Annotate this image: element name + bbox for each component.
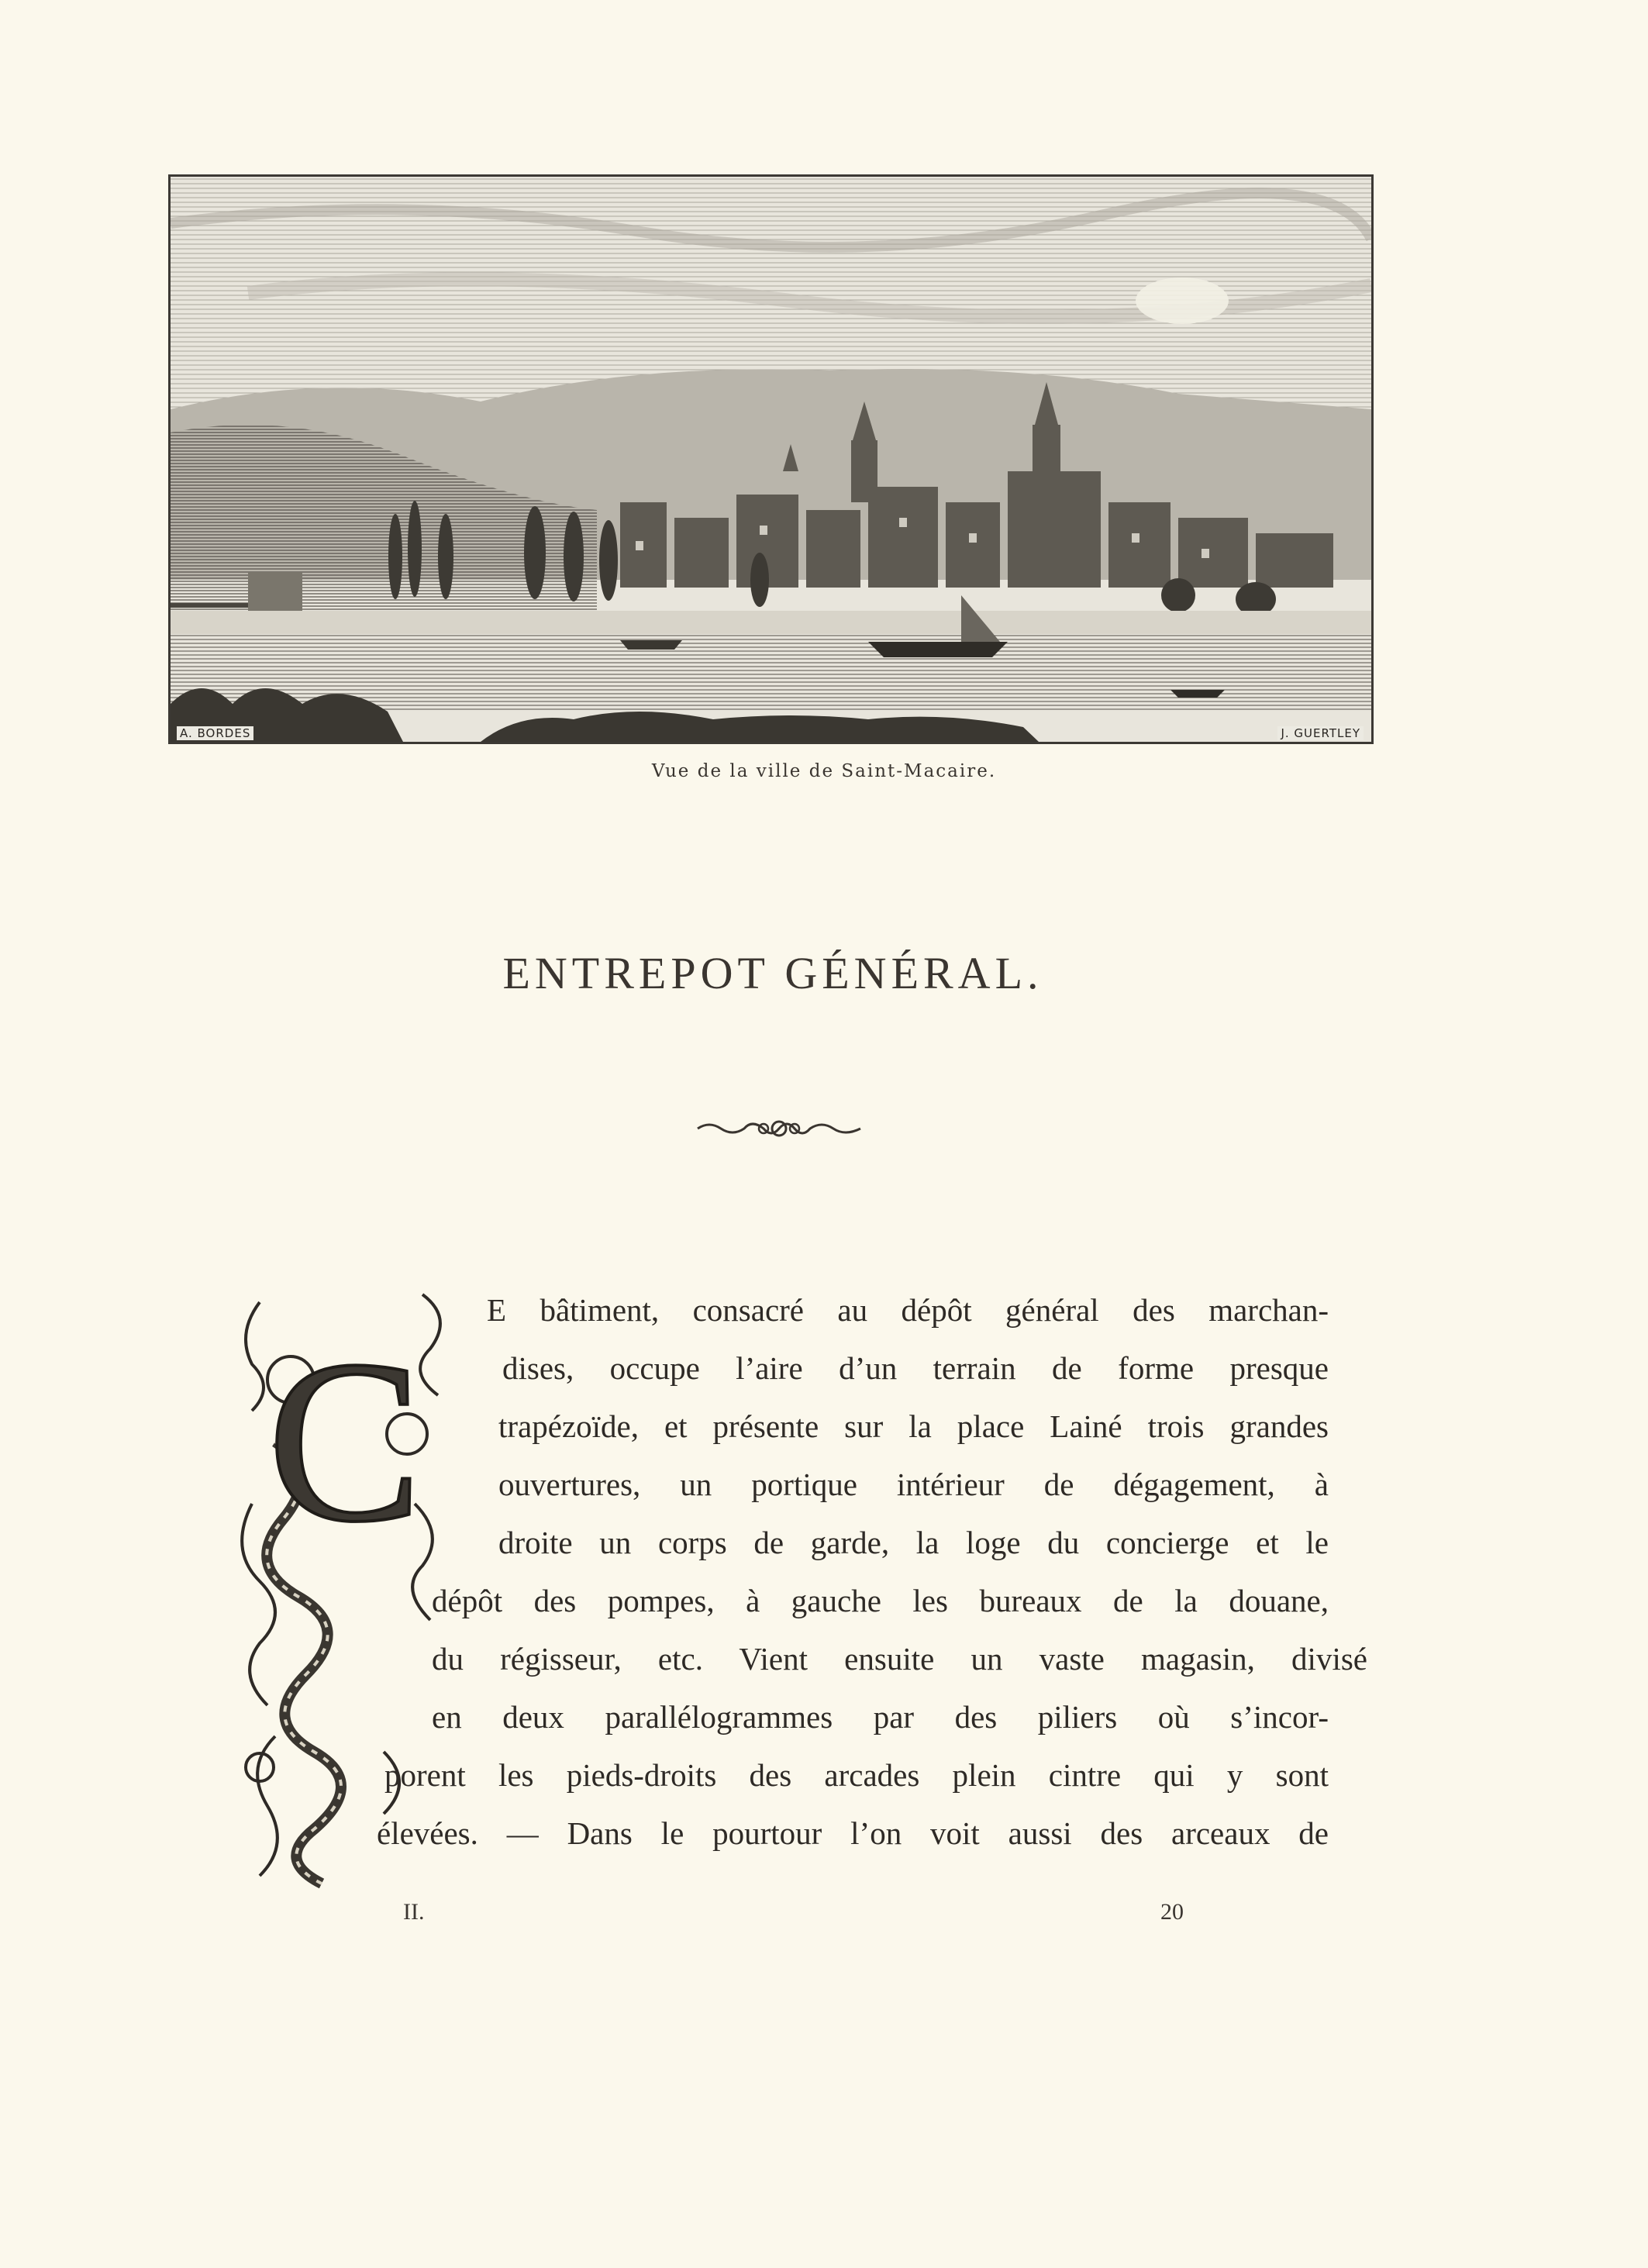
- paragraph-line: E bâtiment, consacré au dépôt général des marchan-: [487, 1292, 1329, 1328]
- paragraph-line: droite un corps de garde, la loge du concierge et le: [498, 1525, 1329, 1560]
- paragraph-line: élevées. — Dans le pourtour l’on voit aussi des arceaux de: [377, 1815, 1329, 1851]
- engraving-illustration: [168, 174, 1374, 744]
- decorative-flourish: [694, 1115, 864, 1143]
- signature-mark: 20: [1160, 1899, 1184, 1925]
- paragraph-line: porent les pieds-droits des arcades plein cintre qui y sont: [384, 1757, 1329, 1793]
- engraver-signature-left: A. BORDES: [177, 726, 253, 740]
- paragraph-line: en deux parallélogrammes par des piliers où s’incor-: [432, 1699, 1329, 1735]
- paragraph-line: ouvertures, un portique intérieur de dégagement, à: [498, 1467, 1329, 1502]
- paragraph-line: du régisseur, etc. Vient ensuite un vaste magasin, divisé: [432, 1641, 1367, 1677]
- engraving-scene: [171, 177, 1371, 742]
- paragraph-line: dises, occupe l’aire d’un terrain de forme presque: [502, 1350, 1329, 1386]
- decorative-initial: [229, 1271, 461, 1891]
- chapter-title: ENTREPOT GÉNÉRAL.: [502, 948, 1043, 998]
- engraving-caption: Vue de la ville de Saint-Macaire.: [651, 761, 997, 781]
- paragraph-line: trapézoïde, et présente sur la place Lainé trois grandes: [498, 1408, 1329, 1444]
- paragraph-line: dépôt des pompes, à gauche les bureaux de la douane,: [432, 1583, 1329, 1618]
- initial-letter: C: [267, 1312, 423, 1570]
- volume-number: II.: [403, 1899, 425, 1925]
- engraver-signature-right: J. GUERTLEY: [1277, 726, 1364, 740]
